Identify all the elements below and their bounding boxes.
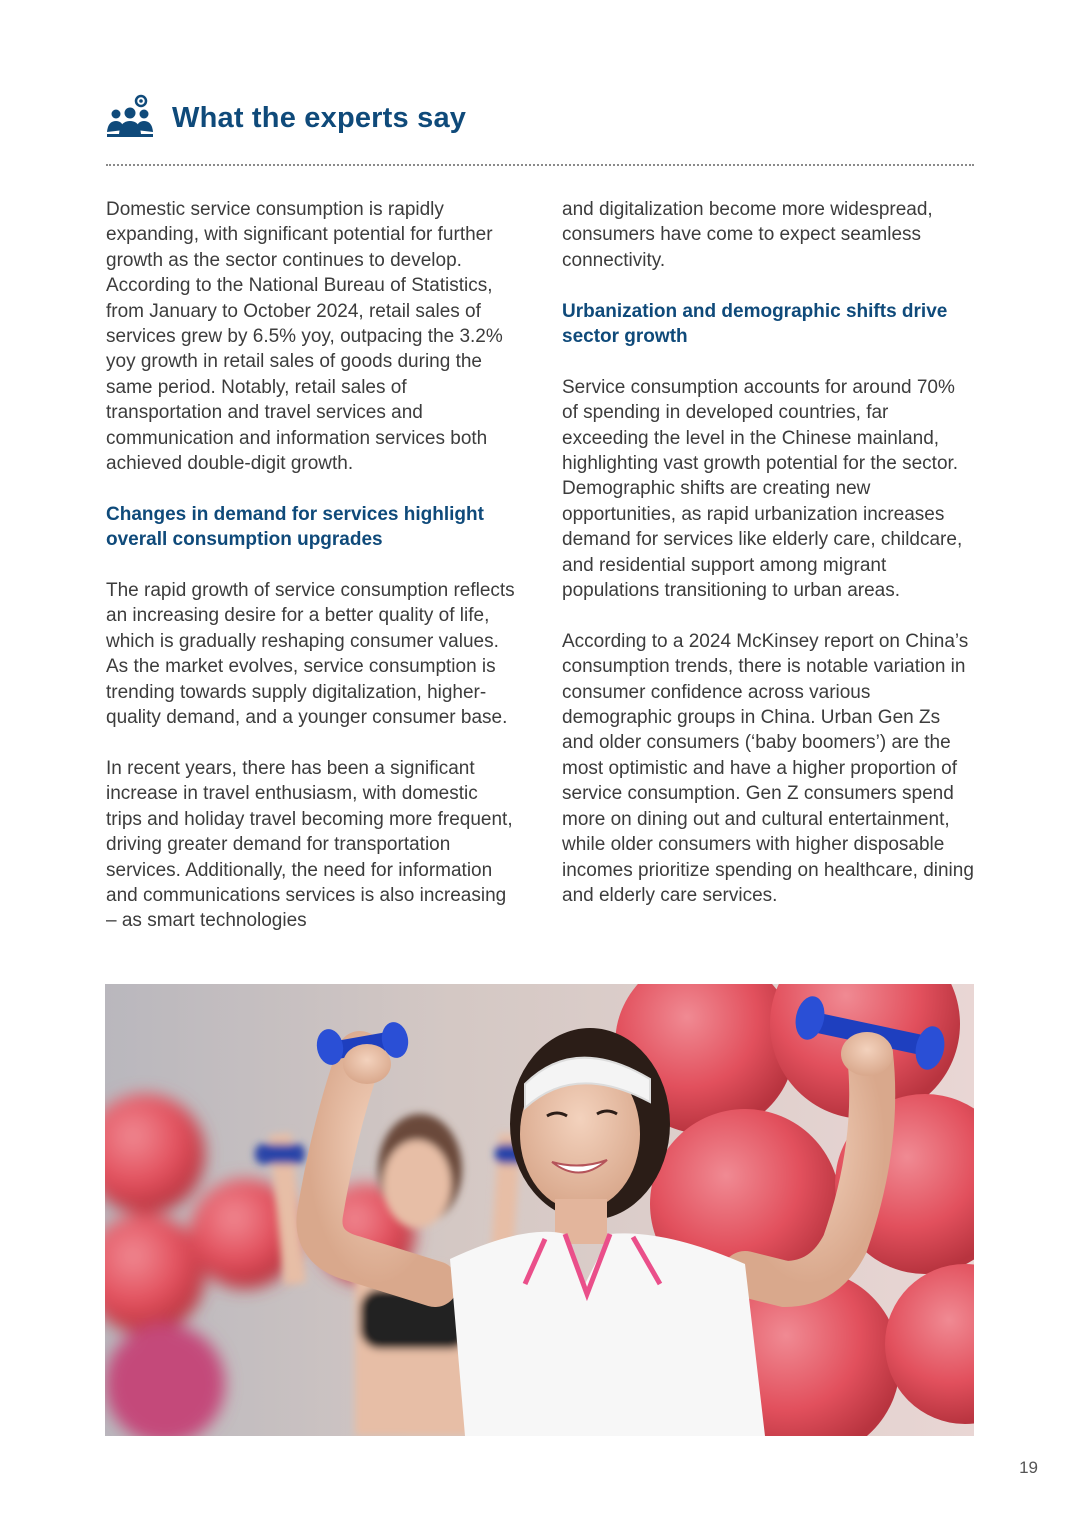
body-paragraph: Service consumption accounts for around 70% of spending in developed countries, far exceeding the level in the Chinese mainland, highlighting vast growth potential for the sector. Demographic shifts are creating new opportunities, as rapid urbanization increases demand for services like elderly care, childcare, and residential support among migrant populations transitioning to urban areas. <box>562 376 963 602</box>
dotted-divider <box>106 164 974 166</box>
page-number: 19 <box>1019 1458 1038 1477</box>
right-column <box>562 197 974 934</box>
page-title: What the experts say <box>172 101 467 134</box>
body-paragraph: According to a 2024 McKinsey report on China’s consumption trends, there is notable variation in consumer confidence across various demographic groups in China. Urban Gen Zs and older consumers (‘baby boomers’) are the most optimistic and have a higher proportion of service consumption. Gen Z consumers spend more on dining out and cultural entertainment, while older consumers with higher disposable incomes prioritize spending on healthcare, dining and elderly care services. <box>562 630 974 906</box>
fitness-class-photo <box>105 984 974 1436</box>
section-heading: Urbanization and demographic shifts drive sector growth <box>562 300 948 348</box>
people-group-icon <box>104 94 156 142</box>
page-header <box>104 88 466 148</box>
section-heading: Changes in demand for services highlight overall consumption upgrades <box>106 503 484 551</box>
body-paragraph: In recent years, there has been a significant increase in travel enthusiasm, with domestic trips and holiday travel becoming more frequent, driving greater demand for transportation services. Additionally, the need for information and communications services is also increasing – as smart technologies <box>106 757 513 932</box>
body-paragraph: The rapid growth of service consumption reflects an increasing desire for a better quality of life, which is gradually reshaping consumer values. As the market evolves, service consumption is trending towards supply digitalization, higher-quality demand, and a younger consumer base. <box>106 580 515 729</box>
body-paragraph: Domestic service consumption is rapidly expanding, with significant potential for further growth as the sector continues to develop. According to the National Bureau of Statistics, from January to October 2024, retail sales of services grew by 6.5% yoy, outpacing the 3.2% yoy growth in retail sales of goods during the same period. Notably, retail sales of transportation and travel services and communication and information services both achieved double-digit growth. <box>106 199 503 475</box>
photo-illustration <box>105 984 974 1436</box>
left-column <box>106 197 518 959</box>
body-paragraph: and digitalization become more widespread, consumers have come to expect seamless connectivity. <box>562 199 933 271</box>
